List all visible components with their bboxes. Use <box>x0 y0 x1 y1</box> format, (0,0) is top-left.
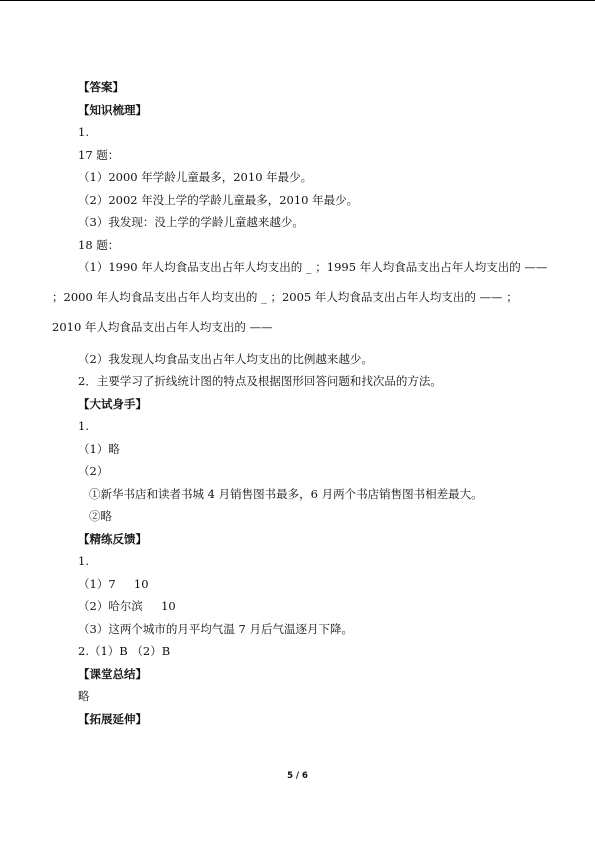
summary-text: 略 <box>78 689 90 703</box>
section-try: 【大试身手】 <box>78 397 147 411</box>
knowledge-item-2: 2．主要学习了折线统计图的特点及根据图形回答问题和找次品的方法。 <box>78 374 442 388</box>
feedback-part-1: （1）7 10 <box>78 577 149 591</box>
question-18-part-1-line-a: （1）1990 年人均食品支出占年人均支出的 _ ；1995 年人均食品支出占年人均支出的 —— <box>78 260 548 274</box>
feedback-item-1: 1. <box>78 554 89 568</box>
feedback-part-2: （2）哈尔滨 10 <box>78 599 176 613</box>
section-summary: 【课堂总结】 <box>78 667 147 681</box>
section-feedback: 【精练反馈】 <box>78 532 147 546</box>
question-18-label: 18 题： <box>78 238 120 252</box>
section-knowledge: 【知识梳理】 <box>78 103 147 117</box>
knowledge-item-1: 1. <box>78 125 89 139</box>
question-17-part-3: （3）我发现：没上学的学龄儿童越来越少。 <box>78 215 304 229</box>
question-17-label: 17 题： <box>78 148 120 162</box>
try-part-2-a: ①新华书店和读者书城 4 月销售图书最多，6 月两个书店销售图书相差最大。 <box>89 487 483 501</box>
page-number: 5 / 6 <box>287 771 308 781</box>
section-answer: 【答案】 <box>78 80 124 94</box>
question-17-part-1: （1）2000 年学龄儿童最多，2010 年最少。 <box>78 170 313 184</box>
feedback-item-2: 2.（1）B （2）B <box>78 644 171 658</box>
try-part-2-b: ②略 <box>89 509 112 523</box>
section-extend: 【拓展延伸】 <box>78 712 147 726</box>
try-part-2: （2） <box>78 464 109 478</box>
question-18-part-2: （2）我发现人均食品支出占年人均支出的比例越来越少。 <box>78 352 373 366</box>
question-18-part-1-line-c: 2010 年人均食品支出占年人均支出的 —— <box>52 320 273 334</box>
question-18-part-1-line-b: ；2000 年人均食品支出占年人均支出的 _ ；2005 年人均食品支出占年人均支出的 —— ； <box>52 290 518 304</box>
feedback-part-3: （3）这两个城市的月平均气温 7 月后气温逐月下降。 <box>78 622 353 636</box>
top-rule <box>0 0 595 1</box>
question-17-part-2: （2）2002 年没上学的学龄儿童最多，2010 年最少。 <box>78 193 359 207</box>
try-item-1: 1. <box>78 419 89 433</box>
try-part-1: （1）略 <box>78 442 120 456</box>
